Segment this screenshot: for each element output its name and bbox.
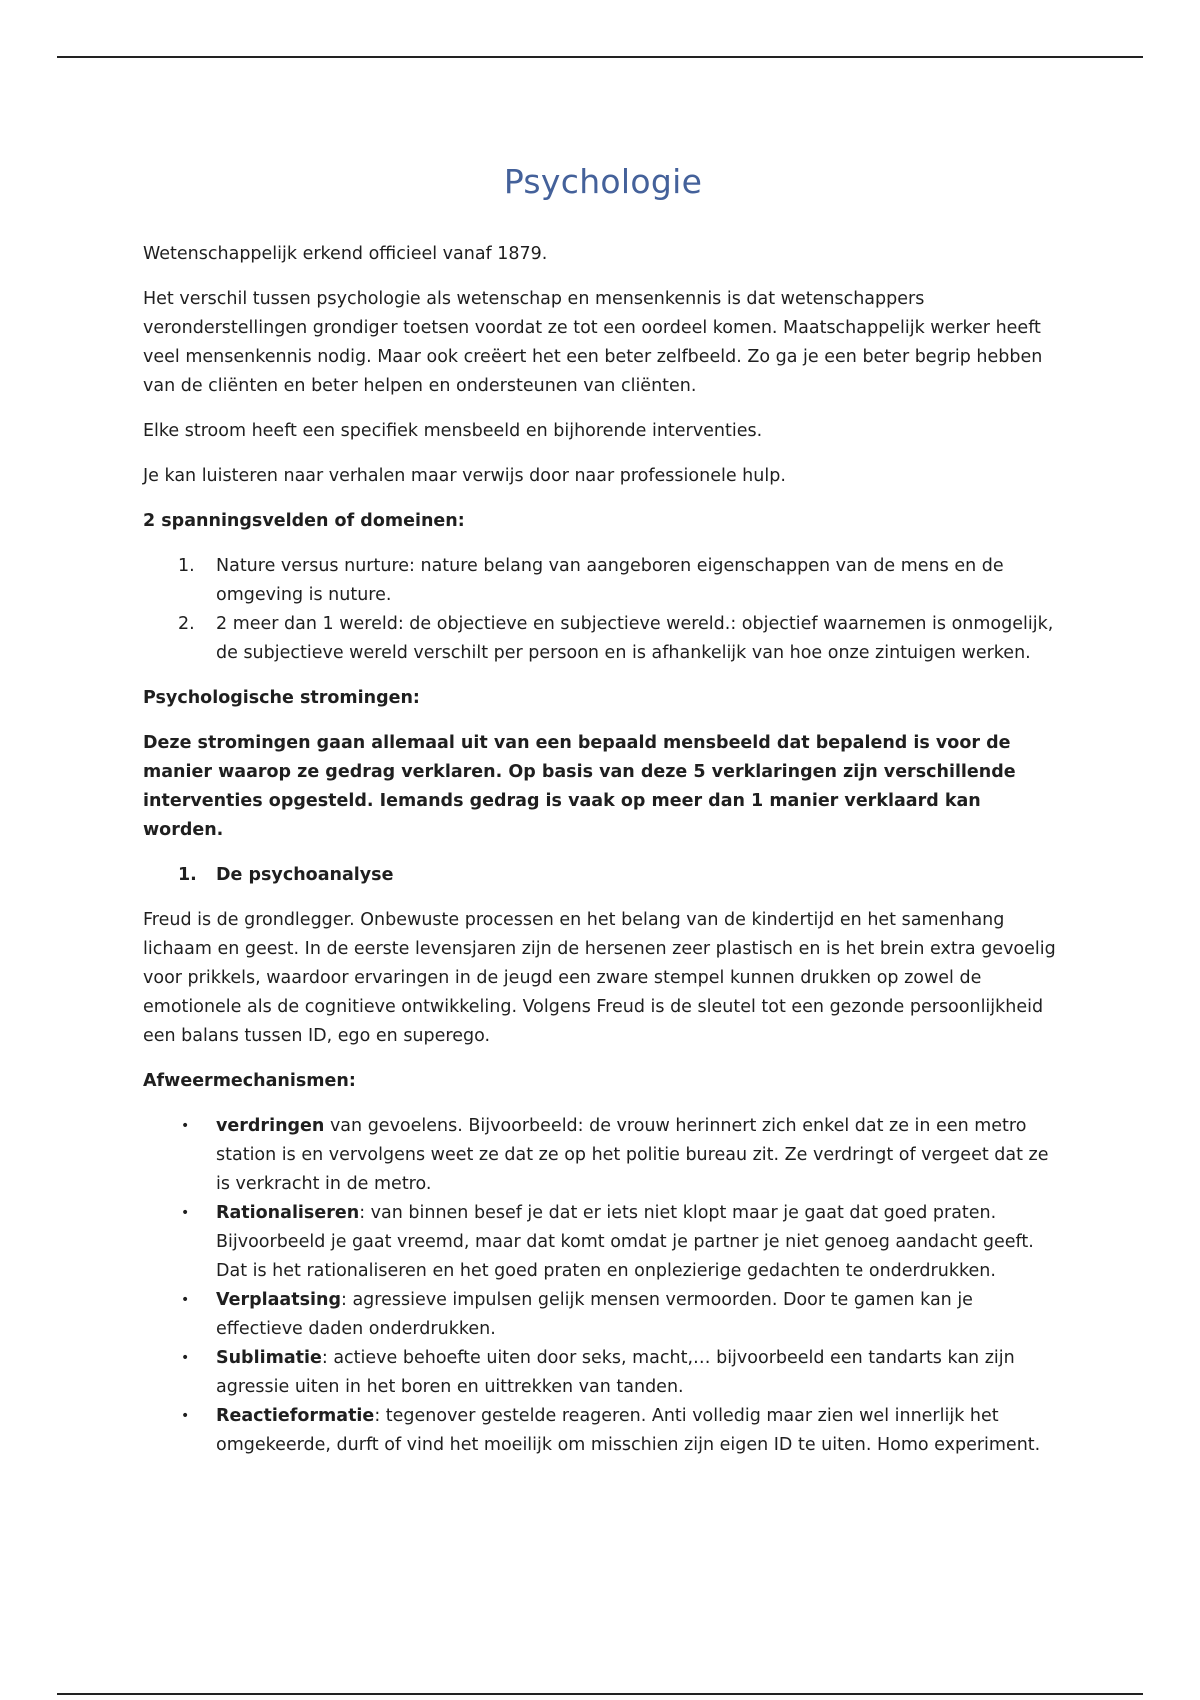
defense-text: van gevoelens. Bijvoorbeeld: de vrouw herinnert zich enkel dat ze in een metro station is en vervolgens weet ze dat ze op het politie bureau zit. Ze verdringt of vergeet dat ze is verkracht in de metro. <box>216 1116 1049 1194</box>
defense-term: Rationaliseren <box>216 1203 360 1223</box>
defense-term: Reactieformatie <box>216 1406 375 1426</box>
section-paragraph: Freud is de grondlegger. Onbewuste processen en het belang van de kindertijd en het samenhang lichaam en geest. In de eerste levensjaren zijn de hersenen zeer plastisch en is het brein extra gevoelig voor prikkels, waardoor ervaringen in de jeugd een zware stempel kunnen drukken op zowel de emotionele als de cognitieve ontwikkeling. Volgens Freud is de sleutel tot een gezonde persoonlijkheid een balans tussen ID, ego en superego. <box>143 910 1056 1046</box>
intro-paragraph: Elke stroom heeft een specifiek mensbeeld en bijhorende interventies. <box>143 421 763 441</box>
defense-term: Sublimatie <box>216 1348 322 1368</box>
defense-text: : actieve behoefte uiten door seks, macht,… bijvoorbeeld een tandarts kan zijn agressie uiten in het boren en uittrekken van tanden. <box>216 1348 1015 1397</box>
domains-list <box>143 552 1063 668</box>
list-item <box>143 610 1063 668</box>
section-number: 1. <box>178 865 197 885</box>
section-heading <box>143 861 1063 890</box>
bullet-icon: • <box>181 1118 190 1134</box>
section-heading-list <box>143 861 1063 890</box>
intro-paragraph: Je kan luisteren naar verhalen maar verwijs door naar professionele hulp. <box>143 466 786 486</box>
bullet-icon: • <box>181 1292 190 1308</box>
domains-heading: 2 spanningsvelden of domeinen: <box>143 511 465 531</box>
currents-intro: Deze stromingen gaan allemaal uit van een bepaald mensbeeld dat bepalend is voor de manier waarop ze gedrag verklaren. Op basis van deze 5 verklaringen zijn verschillende interventies opgesteld. Iemands gedrag is vaak op meer dan 1 manier verklaard kan worden. <box>143 733 1016 840</box>
defense-term: verdringen <box>216 1116 325 1136</box>
list-item <box>143 1402 1063 1460</box>
bullet-icon: • <box>181 1350 190 1366</box>
defense-text: : agressieve impulsen gelijk mensen vermoorden. Door te gamen kan je effectieve daden onderdrukken. <box>216 1290 973 1339</box>
list-number: 2. <box>178 614 195 634</box>
section-title: De psychoanalyse <box>216 865 394 885</box>
intro-paragraph: Wetenschappelijk erkend officieel vanaf 1879. <box>143 244 548 264</box>
defense-text: : van binnen besef je dat er iets niet klopt maar je gaat dat goed praten. Bijvoorbeeld je gaat vreemd, maar dat komt omdat je partner je niet genoeg aandacht geeft. Dat is het rationaliseren en het goed praten en onplezierige gedachten te onderdrukken. <box>216 1203 1034 1281</box>
defense-text: : tegenover gestelde reageren. Anti volledig maar zien wel innerlijk het omgekeerde, durft of vind het moeilijk om misschien zijn eigen ID te uiten. Homo experiment. <box>216 1406 1041 1455</box>
list-item <box>143 1344 1063 1402</box>
top-rule <box>57 56 1143 58</box>
list-item <box>143 1286 1063 1344</box>
list-item <box>143 552 1063 610</box>
page-title: Psychologie <box>503 162 703 201</box>
defense-term: Verplaatsing <box>216 1290 341 1310</box>
list-item <box>143 1199 1063 1286</box>
document-body <box>143 160 1063 1476</box>
bullet-icon: • <box>181 1205 190 1221</box>
list-item-text: Nature versus nurture: nature belang van aangeboren eigenschappen van de mens en de omgeving is nuture. <box>216 556 1004 605</box>
intro-paragraph: Het verschil tussen psychologie als wetenschap en mensenkennis is dat wetenschappers veronderstellingen grondiger toetsen voordat ze tot een oordeel komen. Maatschappelijk werker heeft veel mensenkennis nodig. Maar ook creëert het een beter zelfbeeld. Zo ga je een beter begrip hebben van de cliënten en beter helpen en ondersteunen van cliënten. <box>143 289 1043 396</box>
defense-heading: Afweermechanismen: <box>143 1071 356 1091</box>
bottom-rule <box>57 1693 1143 1695</box>
currents-heading: Psychologische stromingen: <box>143 688 420 708</box>
list-item-text: 2 meer dan 1 wereld: de objectieve en subjectieve wereld.: objectief waarnemen is onmogelijk, de subjectieve wereld verschilt per persoon en is afhankelijk van hoe onze zintuigen werken. <box>216 614 1054 663</box>
list-item <box>143 1112 1063 1199</box>
list-number: 1. <box>178 556 195 576</box>
bullet-icon: • <box>181 1408 190 1424</box>
defense-list <box>143 1112 1063 1460</box>
